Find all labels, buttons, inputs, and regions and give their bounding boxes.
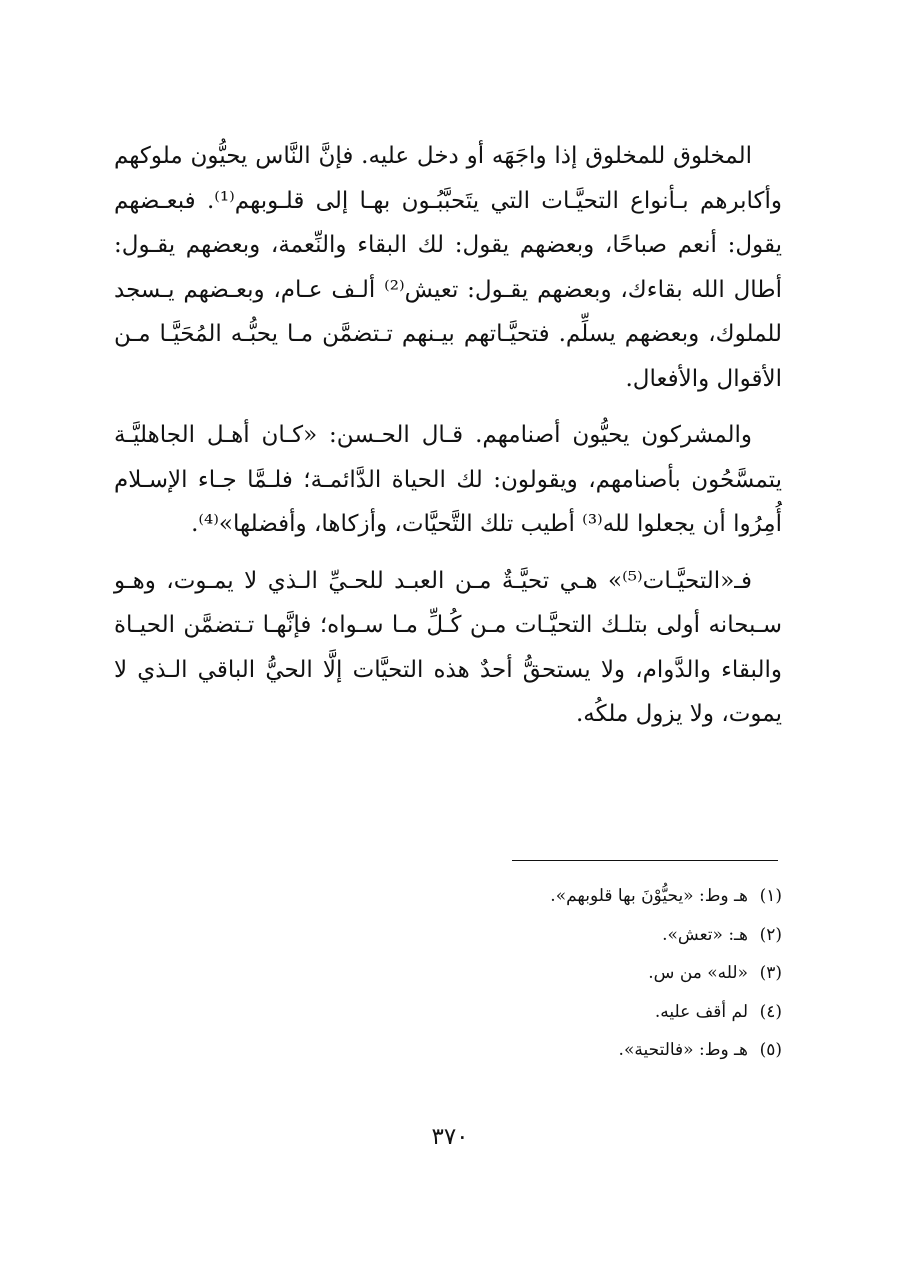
footnote-number: (٣) [759,963,782,983]
footnote [362,877,782,916]
footnotes [362,877,782,1070]
footnote-text: هـ: «تعش». [662,924,748,945]
body-text [114,134,782,737]
footnote-number: (٢) [759,924,782,945]
footnote-number: (٤) [759,1001,782,1022]
footnote-divider [512,860,778,861]
page-number: ٣٧٠ [431,1124,469,1150]
paragraph: فـ«التحيَّـات⁽⁵⁾» هـي تحيَّـةٌ مـن العبـد للحـيِّ الـذي لا يمـوت، وهـو سـبحانه أولى بتلـك التحيَّـات مـن كُـلِّ مـا سـواه؛ فإنَّهـا تـتضمَّن الحيـاة والبقاء والدَّوام، ولا يستحقُّ أحدٌ هذه التحيَّات إلَّا الحيُّ الباقي الـذي لا يموت، ولا يزول ملكُه. [114,567,782,727]
footnote-text: هـ وط: «فالتحية». [618,1040,748,1060]
footnote-text: «لله» من س. [648,963,748,983]
paragraph: والمشركون يحيُّون أصنامهم. قـال الحـسن: «كـان أهـل الجاهليَّـة يتمسَّحُون بأصنامهم، ويقولون: لك الحياة الدَّائمـة؛ فلـمَّا جـاء الإسـلام أُمِرُوا أن يجعلوا لله⁽³⁾ أطيب تلك التَّحيَّات، وأزكاها، وأفضلها»⁽⁴⁾. [114,422,782,537]
paragraph: المخلوق للمخلوق إذا واجَهَه أو دخل عليه. فإنَّ النَّاس يحيُّون ملوكهم وأكابرهم بـأنواع التحيَّـات التي يتَحبَّبُـون بهـا إلى قلـوبهم⁽¹⁾. فبعـضهم يقول: أنعم صباحًا، وبعضهم يقول: لك البقاء والنِّعمة، وبعضهم يقـول: أطال الله بقاءك، وبعضهم يقـول: تعيش⁽²⁾ ألـف عـام، وبعـضهم يـسجد للملوك، وبعضهم يسلِّم. فتحيَّـاتهم بيـنهم تـتضمَّن مـا يحبُّـه المُحَيَّـا مـن الأقوال والأفعال. [114,143,782,392]
footnote-number: (١) [759,886,782,906]
footnote-number: (٥) [759,1040,782,1060]
footnote [362,1031,782,1070]
footnote [362,954,782,993]
footnote [362,916,782,955]
footnote-text: هـ وط: «يحيُّوْنَ بها قلوبهم». [550,886,748,906]
footnote [362,993,782,1032]
footnote-text: لم أقف عليه. [654,1001,748,1022]
